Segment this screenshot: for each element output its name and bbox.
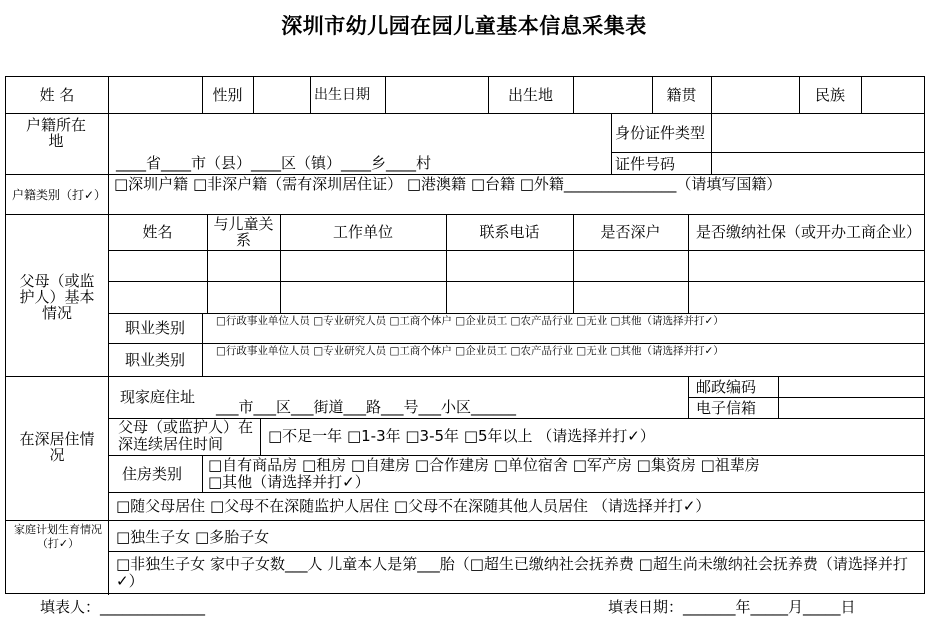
fill-date[interactable]: 填表日期：_______年_____月_____日 [608, 598, 856, 616]
housing-type-label: 住房类别 [122, 464, 183, 483]
home-address-label: 现家庭住址 [120, 388, 196, 406]
family-planning-label: 家庭计划生育情况（打✓） [14, 523, 102, 550]
family-planning-line1[interactable]: □独生子女 □多胎子女 [116, 528, 270, 546]
native-place-label: 籍贯 [666, 86, 697, 104]
residence-duration-label: 父母（或监护人）在深连续居住时间 [118, 418, 254, 453]
occupation-label-2: 职业类别 [124, 350, 185, 369]
parent-header-phone: 联系电话 [479, 223, 540, 241]
home-address-template[interactable]: ___市___区___街道___路___号___小区______ [216, 398, 517, 416]
family-planning-line2[interactable]: □非独生子女 家中子女数___人 儿童本人是第___胎（□超生已缴纳社会抚养费 □超生尚未缴纳社会抚养费（请选择并打✓） [116, 555, 908, 590]
postcode-field[interactable] [778, 376, 924, 397]
ethnicity-label: 民族 [814, 86, 845, 104]
parent-header-social-insurance: 是否缴纳社保（或开办工商企业） [696, 223, 922, 241]
native-place-field[interactable] [711, 77, 799, 113]
parent-header-name: 姓名 [142, 223, 173, 241]
hukou-type-options[interactable]: □深圳户籍 □非深户籍（需有深圳居住证） □港澳籍 □台籍 □外籍_______________（请填写国籍） [114, 175, 782, 193]
dob-field[interactable] [385, 77, 488, 113]
ethnicity-field[interactable] [861, 77, 924, 113]
email-field[interactable] [778, 397, 924, 418]
occupation-options-2[interactable]: □行政事业单位人员 □专业研究人员 □工商个体户 □企业员工 □农产品行业 □无业 □其他（请选择并打✓） [216, 345, 724, 357]
parent1-name-field[interactable] [108, 250, 207, 281]
email-label: 电子信箱 [696, 398, 757, 417]
cohabit-options[interactable]: □随父母居住 □父母不在深随监护人居住 □父母不在深随其他人员居住 （请选择并打✓） [116, 497, 711, 515]
birthplace-field[interactable] [573, 77, 652, 113]
parent-header-relation: 与儿童关系 [213, 215, 274, 249]
form-title: 深圳市幼儿园在园儿童基本信息采集表 [281, 13, 647, 38]
id-number-field[interactable] [711, 152, 924, 174]
housing-options-line1[interactable]: □自有商品房 □租房 □自建房 □合作建房 □单位宿舍 □军产房 □集资房 □祖辈房 [208, 456, 760, 474]
occupation-label-1: 职业类别 [124, 319, 185, 337]
parents-section-label: 父母（或监护人）基本情况 [19, 272, 95, 322]
postcode-label: 邮政编码 [696, 377, 757, 396]
hukou-type-label: 户籍类别（打✓） [12, 187, 107, 202]
id-type-field[interactable] [711, 113, 924, 152]
parent2-name-field[interactable] [108, 281, 207, 313]
housing-options-line2[interactable]: □其他（请选择并打✓） [208, 473, 370, 491]
occupation-options-1[interactable]: □行政事业单位人员 □专业研究人员 □工商个体户 □企业员工 □农产品行业 □无业 □其他（请选择并打✓） [216, 315, 724, 327]
gender-field[interactable] [253, 77, 310, 113]
residence-section-label: 在深居住情况 [19, 430, 95, 464]
dob-label: 出生日期 [314, 87, 370, 103]
info-form-table [5, 76, 925, 594]
hukou-address-template[interactable]: ____省____市（县）____区（镇）____乡____村 [116, 154, 432, 172]
parent-header-shenzhen-hukou: 是否深户 [600, 223, 661, 241]
parent-header-employer: 工作单位 [332, 223, 393, 241]
name-label: 姓 名 [39, 86, 75, 104]
id-type-label: 身份证件类型 [615, 124, 706, 142]
id-number-label: 证件号码 [615, 154, 676, 173]
filler-signature[interactable]: 填表人：______________ [40, 598, 206, 616]
name-field[interactable] [108, 77, 202, 113]
gender-label: 性别 [212, 86, 243, 104]
residence-duration-options[interactable]: □不足一年 □1-3年 □3-5年 □5年以上 （请选择并打✓） [268, 427, 655, 445]
hukou-location-label: 户籍所在地 [25, 116, 86, 150]
birthplace-label: 出生地 [507, 86, 553, 104]
